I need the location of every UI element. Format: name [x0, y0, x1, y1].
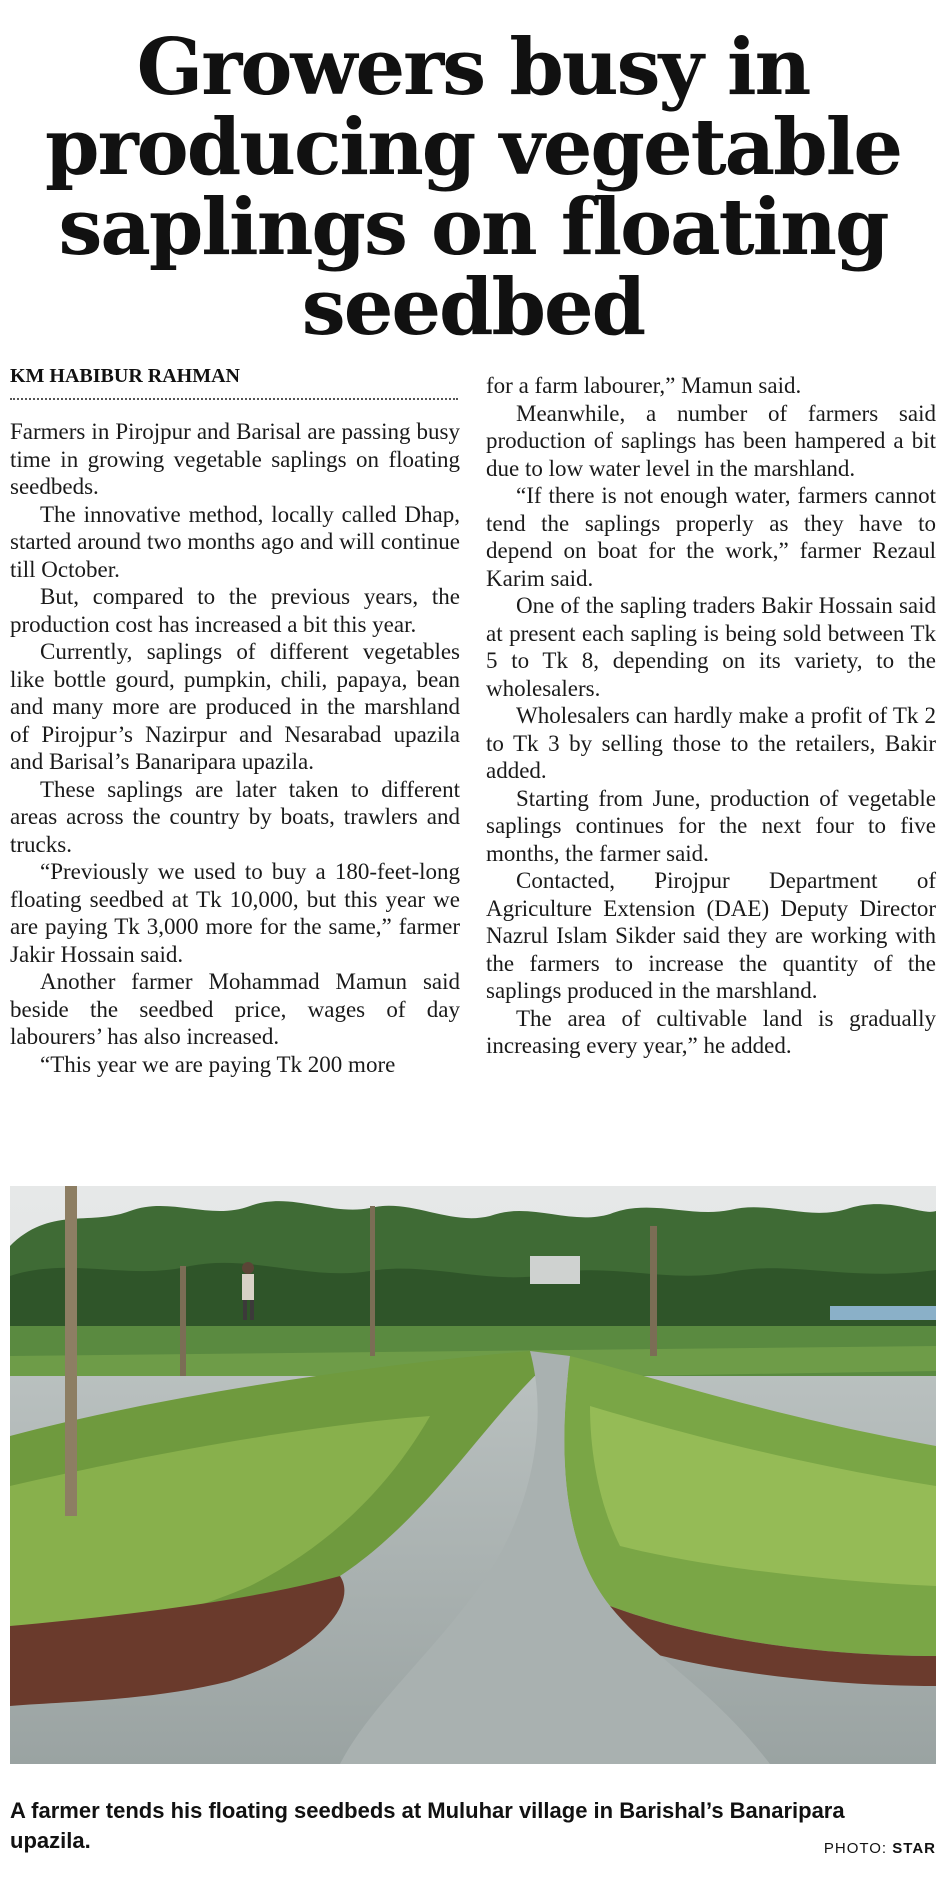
paragraph: “This year we are paying Tk 200 more [40, 1051, 396, 1077]
photo-credit [824, 1840, 936, 1857]
paragraph: But, compared to the previous years, the production cost has increased a bit this year. [10, 584, 460, 637]
paragraph: for a farm labourer,” Mamun said. [486, 373, 802, 398]
paragraph: Meanwhile, a number of farmers said production of saplings has been hampered a bit due to low water level in the marshland. [486, 400, 936, 481]
paragraph: These saplings are later taken to different areas across the country by boats, trawlers and trucks. [10, 776, 460, 857]
paragraph: Currently, saplings of different vegetables like bottle gourd, pumpkin, chili, papaya, bean and many more are produced in the marshland of Pirojpur’s Nazirpur and Nesarabad upazila and Barisal’s Banaripara upazila. [10, 639, 460, 774]
photo-caption: A farmer tends his floating seedbeds at Muluhar village in Barishal’s Banaripara upazila. [10, 1798, 845, 1853]
article-column-right [486, 372, 936, 1060]
paragraph: Wholesalers can hardly make a profit of Tk 2 to Tk 3 by selling those to the retailers, Bakir added. [486, 703, 936, 783]
paragraph: “Previously we used to buy a 180-feet-long floating seedbed at Tk 10,000, but this year we are paying Tk 3,000 more for the same,” farmer Jakir Hossain said. [10, 859, 460, 967]
paragraph: Farmers in Pirojpur and Barisal are passing busy time in growing vegetable saplings on floating seedbeds. [10, 419, 460, 499]
paragraph: Starting from June, production of vegetable saplings continues for the next four to five months, the farmer said. [486, 785, 936, 866]
paragraph: One of the sapling traders Bakir Hossain said at present each sapling is being sold between Tk 5 to Tk 8, depending on its variety, to the wholesalers. [486, 593, 936, 701]
seedbed-photo [10, 1186, 936, 1764]
photo-credit-label: PHOTO: [823, 1840, 888, 1857]
paragraph: Contacted, Pirojpur Department of Agriculture Extension (DAE) Deputy Director Nazrul Islam Sikder said they are working with the farmers to increase the quantity of the saplings produced in the marshland. [486, 868, 936, 1003]
paragraph: Another farmer Mohammad Mamun said beside the seedbed price, wages of day labourers’ has also increased. [10, 969, 460, 1049]
photo-credit-source: STAR [892, 1840, 936, 1857]
paragraph: “If there is not enough water, farmers cannot tend the saplings properly as they have to depend on boat for the work,” farmer Rezaul Karim said. [486, 483, 936, 591]
article-column-left [10, 418, 460, 1078]
byline: KM HABIBUR RAHMAN [10, 365, 458, 400]
headline: Growers busy in producing vegetable saplings on floating seedbed [45, 22, 901, 353]
paragraph: The area of cultivable land is gradually increasing every year,” he added. [486, 1005, 936, 1058]
paragraph: The innovative method, locally called Dhap, started around two months ago and will continue till October. [10, 501, 460, 582]
